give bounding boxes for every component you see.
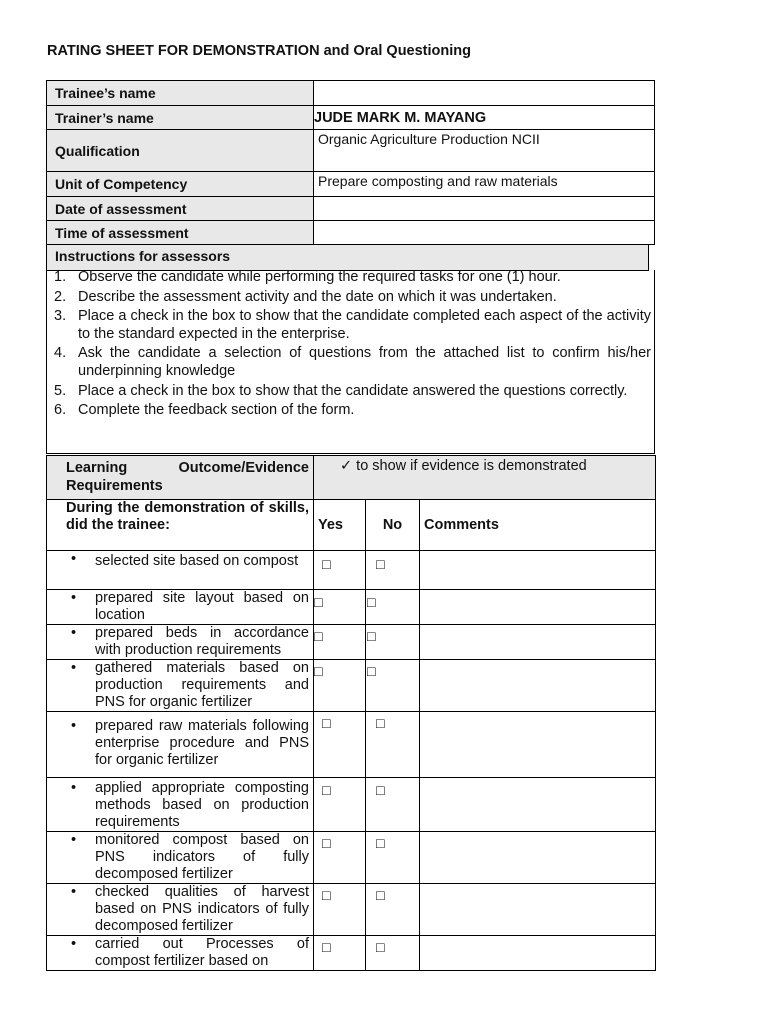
evidence-header: ✓ to show if evidence is demonstrated (314, 456, 656, 500)
criterion-text: prepared beds in accordance with production requirements (95, 625, 309, 658)
trainer-name-field[interactable]: JUDE MARK M. MAYANG (314, 106, 655, 130)
table-row (47, 551, 656, 590)
table-row (47, 778, 656, 832)
info-label: Qualification (47, 130, 314, 172)
criterion-cell (47, 884, 314, 936)
bullet: • (71, 660, 77, 676)
column-header-row (47, 500, 656, 551)
no-checkbox[interactable]: □ (366, 660, 420, 712)
bullet: • (71, 936, 77, 952)
instructions-heading: Instructions for assessors (46, 244, 649, 271)
yes-checkbox[interactable]: □ (314, 712, 366, 778)
info-row-time-of-assessment (47, 221, 655, 245)
criterion-cell (47, 936, 314, 971)
instruction-text: Complete the feedback section of the form. (78, 402, 355, 419)
bullet: • (71, 625, 77, 641)
info-row-trainer-name (47, 106, 655, 130)
bullet: • (71, 884, 77, 900)
criterion-text: gathered materials based on production requirements and PNS for organic fertilizer (95, 660, 309, 710)
no-checkbox[interactable]: □ (366, 884, 420, 936)
trainee-name-field[interactable] (314, 81, 655, 106)
rating-table (46, 455, 656, 971)
criterion-text: monitored compost based on PNS indicators of fully decomposed fertilizer (95, 832, 309, 882)
comments-field[interactable] (420, 660, 656, 712)
instruction-item (54, 345, 651, 380)
criterion-text: applied appropriate composting methods based on production requirements (95, 780, 309, 830)
instruction-item (54, 383, 651, 401)
instruction-number: 2. (54, 288, 67, 305)
criterion-text: prepared raw materials following enterprise procedure and PNS for organic fertilizer (95, 718, 309, 768)
table-row (47, 936, 656, 971)
criterion-cell (47, 625, 314, 660)
comments-field[interactable] (420, 551, 656, 590)
criterion-cell (47, 778, 314, 832)
instruction-number: 6. (54, 402, 67, 419)
yes-checkbox[interactable]: □ (314, 778, 366, 832)
table-row (47, 712, 656, 778)
instruction-number: 5. (54, 382, 67, 399)
instruction-number: 3. (54, 308, 67, 325)
comments-field[interactable] (420, 590, 656, 625)
lo-header-word: Outcome/Evidence (178, 460, 309, 476)
info-row-unit-of-competency (47, 172, 655, 197)
criterion-text: prepared site layout based on location (95, 590, 309, 623)
table-row (47, 884, 656, 936)
criterion-text: carried out Processes of compost fertilizer based on (95, 936, 309, 969)
comments-field[interactable] (420, 712, 656, 778)
instruction-text: Ask the candidate a selection of questions from the attached list to confirm his/her underpinning knowledge (78, 345, 651, 379)
comments-column-header: Comments (420, 500, 656, 551)
instruction-item (54, 308, 651, 343)
instruction-item (54, 402, 651, 420)
question-header: During the demonstration of skills, did the trainee: (47, 500, 314, 551)
bullet: • (71, 551, 77, 567)
comments-field[interactable] (420, 936, 656, 971)
date-of-assessment-field[interactable] (314, 197, 655, 221)
no-checkbox[interactable]: □ (366, 625, 420, 660)
info-label: Trainee’s name (47, 81, 314, 106)
criterion-cell (47, 551, 314, 590)
info-label: Date of assessment (47, 197, 314, 221)
table-row (47, 625, 656, 660)
instruction-text: Place a check in the box to show that the candidate completed each aspect of the activity to the standard expected in the enterprise. (78, 308, 651, 342)
criterion-text: checked qualities of harvest based on PNS indicators of fully decomposed fertilizer (95, 884, 309, 934)
no-checkbox[interactable]: □ (366, 936, 420, 971)
info-row-trainee-name (47, 81, 655, 106)
info-row-date-of-assessment (47, 197, 655, 221)
instruction-number: 1. (54, 269, 67, 285)
instruction-number: 4. (54, 345, 67, 362)
no-checkbox[interactable]: □ (366, 778, 420, 832)
lo-header-word: Learning (66, 460, 128, 476)
yes-column-header: Yes (314, 500, 366, 551)
comments-field[interactable] (420, 778, 656, 832)
criterion-cell (47, 832, 314, 884)
criterion-text: selected site based on compost (95, 553, 299, 569)
criterion-cell (47, 712, 314, 778)
bullet: • (71, 832, 77, 848)
yes-checkbox[interactable]: □ (314, 936, 366, 971)
no-checkbox[interactable]: □ (366, 832, 420, 884)
table-row (47, 832, 656, 884)
info-label: Unit of Competency (47, 172, 314, 197)
yes-checkbox[interactable]: □ (314, 551, 366, 590)
no-checkbox[interactable]: □ (366, 712, 420, 778)
no-checkbox[interactable]: □ (366, 590, 420, 625)
info-label: Trainer’s name (47, 106, 314, 130)
yes-checkbox[interactable]: □ (314, 625, 366, 660)
bullet: • (71, 590, 77, 606)
comments-field[interactable] (420, 832, 656, 884)
yes-checkbox[interactable]: □ (314, 884, 366, 936)
instruction-text: Place a check in the box to show that the candidate answered the questions correctly. (78, 382, 628, 399)
instruction-text: Describe the assessment activity and the date on which it was undertaken. (78, 288, 557, 305)
bullet: • (71, 718, 77, 734)
bullet: • (71, 780, 77, 796)
qualification-field[interactable]: Organic Agriculture Production NCII (314, 130, 655, 172)
document-title: RATING SHEET FOR DEMONSTRATION and Oral Questioning (47, 43, 471, 59)
unit-of-competency-field[interactable]: Prepare composting and raw materials (314, 172, 655, 197)
time-of-assessment-field[interactable] (314, 221, 655, 245)
info-row-qualification (47, 130, 655, 172)
no-column-header: No (366, 500, 420, 551)
instruction-text: Observe the candidate while performing the required tasks for one (1) hour. (78, 269, 561, 285)
learning-outcome-header (47, 456, 314, 500)
criterion-cell (47, 660, 314, 712)
yes-checkbox[interactable]: □ (314, 660, 366, 712)
lo-header-line2: Requirements (66, 478, 163, 494)
table-row (47, 590, 656, 625)
instruction-item (54, 269, 651, 287)
instructions-list (54, 269, 651, 422)
rating-header-row (47, 456, 656, 500)
info-label: Time of assessment (47, 221, 314, 245)
yes-checkbox[interactable]: □ (314, 832, 366, 884)
assessment-info-table (46, 80, 655, 245)
no-checkbox[interactable]: □ (366, 551, 420, 590)
comments-field[interactable] (420, 884, 656, 936)
comments-field[interactable] (420, 625, 656, 660)
table-row (47, 660, 656, 712)
criterion-cell (47, 590, 314, 625)
instruction-item (54, 289, 651, 307)
yes-checkbox[interactable]: □ (314, 590, 366, 625)
